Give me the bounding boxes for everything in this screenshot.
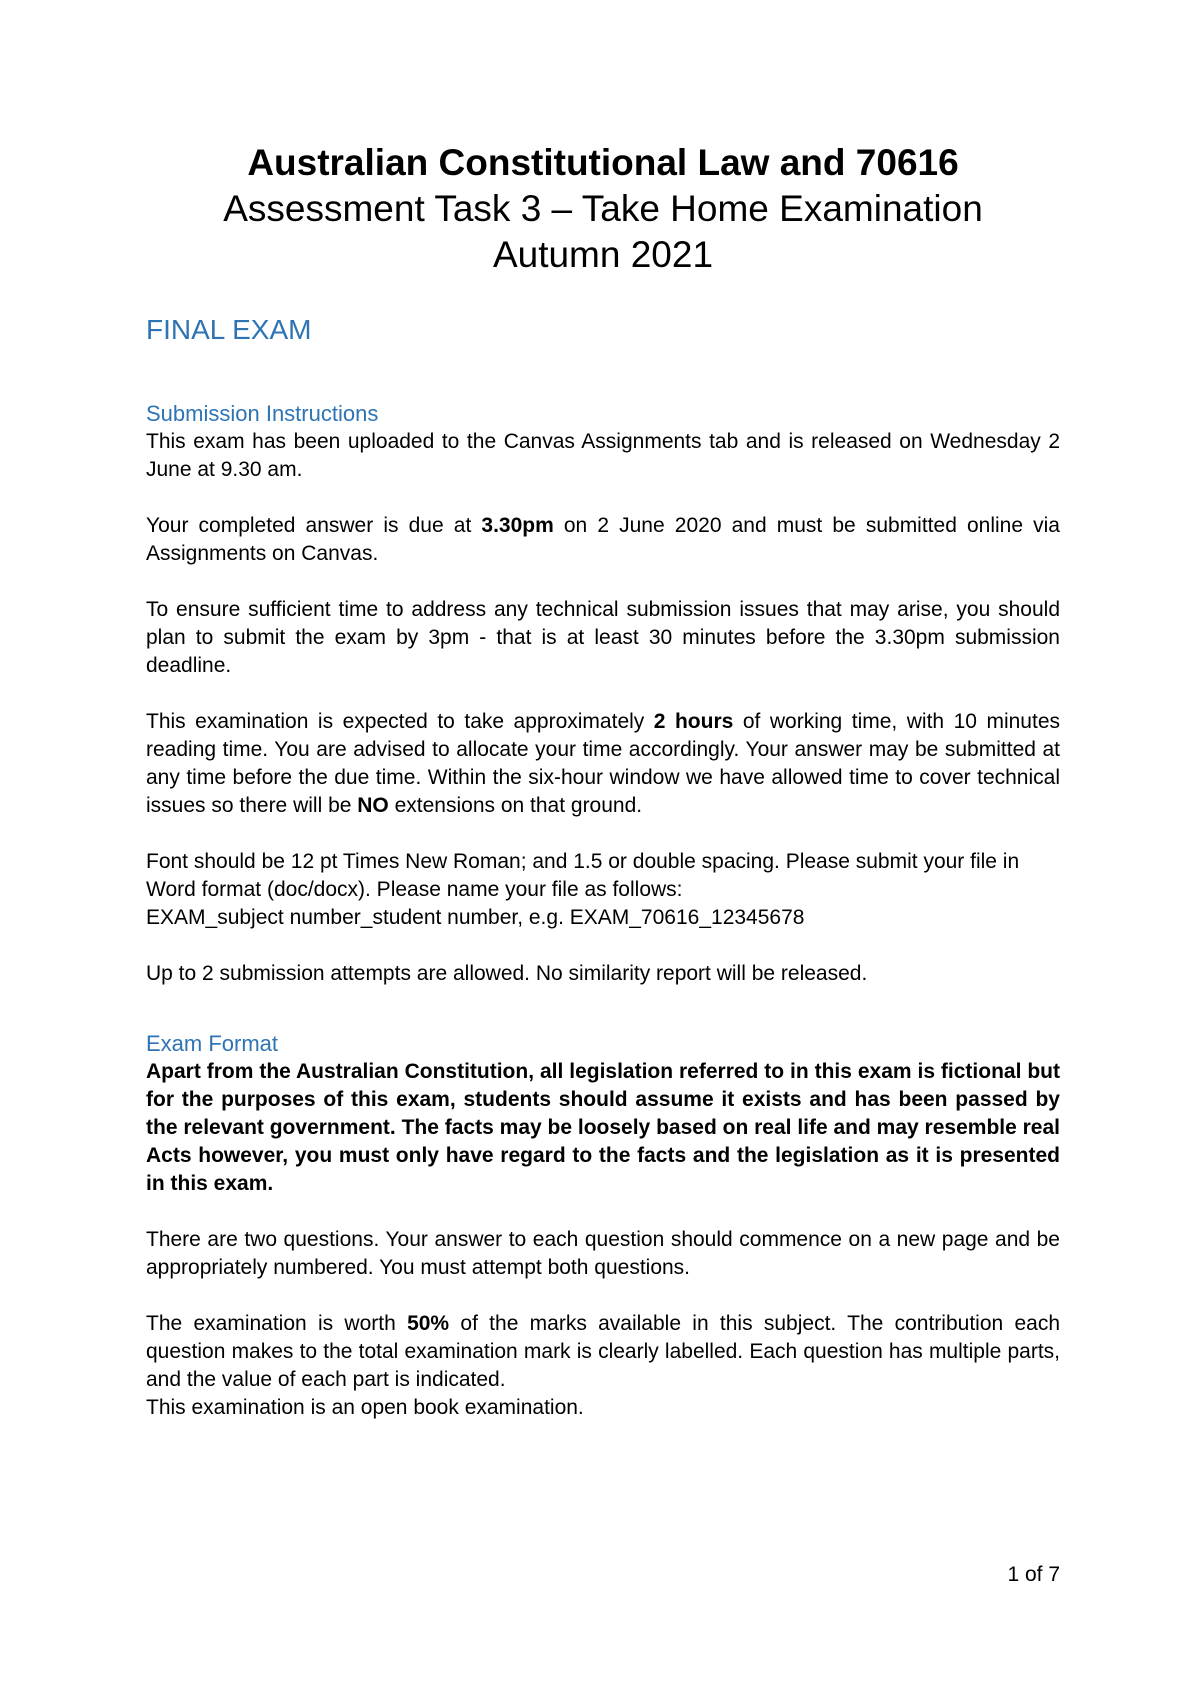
- page-number: 1 of 7: [1007, 1563, 1060, 1586]
- exam-format-legislation-notice: Apart from the Australian Constitution, all legislation referred to in this exam is fictional but for the purposes of this exam, students should assume it exists and has been passed by the relevant government. The facts may be loosely based on real life and may resemble real Acts however, you must only have regard to the facts and the legislation as it is presented in this exam.: [146, 1060, 1060, 1195]
- document-title: Australian Constitutional Law and 70616: [247, 142, 959, 183]
- file-naming-example: EXAM_subject number_student number, e.g. EXAM_70616_12345678: [146, 906, 805, 929]
- document-subtitle: Assessment Task 3 – Take Home Examination: [223, 188, 983, 229]
- exam-format-heading: Exam Format: [146, 1031, 279, 1056]
- submission-instructions-heading: Submission Instructions: [146, 401, 379, 426]
- duration-hours: 2 hours: [653, 710, 734, 733]
- exam-format-questions: There are two questions. Your answer to each question should commence on a new page and be appropriately numbered. You must attempt both questions.: [146, 1228, 1060, 1279]
- document-session: Autumn 2021: [492, 234, 714, 275]
- weighting-percent: 50%: [407, 1312, 450, 1335]
- duration-text-after: extensions on that ground.: [388, 794, 643, 817]
- title-block: [146, 140, 1060, 278]
- format-instructions: Font should be 12 pt Times New Roman; and 1.5 or double spacing. Please submit your file in Word format (doc/docx). Please name your file as follows:: [146, 850, 1020, 901]
- duration-text-before: This examination is expected to take approximately: [146, 710, 654, 733]
- submission-paragraph-due: [146, 512, 1060, 568]
- exam-format-open-book: This examination is an open book examination.: [146, 1396, 584, 1419]
- final-exam-heading: FINAL EXAM: [146, 314, 312, 345]
- submission-paragraph-technical: To ensure sufficient time to address any technical submission issues that may arise, you should plan to submit the exam by 3pm - that is at least 30 minutes before the 3.30pm submission deadline.: [146, 598, 1060, 677]
- weighting-text-before: The examination is worth: [146, 1312, 408, 1335]
- submission-paragraph-attempts: Up to 2 submission attempts are allowed. No similarity report will be released.: [146, 962, 868, 985]
- submission-paragraph-duration: [146, 708, 1060, 820]
- submission-paragraph-release: This exam has been uploaded to the Canvas Assignments tab and is released on Wednesday 2 June at 9.30 am.: [146, 430, 1060, 481]
- due-text-after: on 2 June 2020 and must be submitted online via Assignments on Canvas.: [146, 514, 1060, 565]
- weighting-text-after: of the marks available in this subject. The contribution each question makes to the total examination mark is clearly labelled. Each question has multiple parts, and the value of each part is indicated.: [146, 1312, 1061, 1391]
- exam-format-weighting: [146, 1310, 1060, 1394]
- due-text-before: Your completed answer is due at: [146, 514, 482, 537]
- due-time: 3.30pm: [481, 514, 554, 537]
- document-content: [146, 140, 1060, 1422]
- duration-text-middle: of working time, with 10 minutes reading time. You are advised to allocate your time accordingly. Your answer may be submitted at any time before the due time. Within the six-hour window we have allowed time to cover technical issues so there will be: [146, 710, 1060, 817]
- no-extensions: NO: [357, 794, 389, 817]
- submission-paragraph-format: [146, 848, 1060, 932]
